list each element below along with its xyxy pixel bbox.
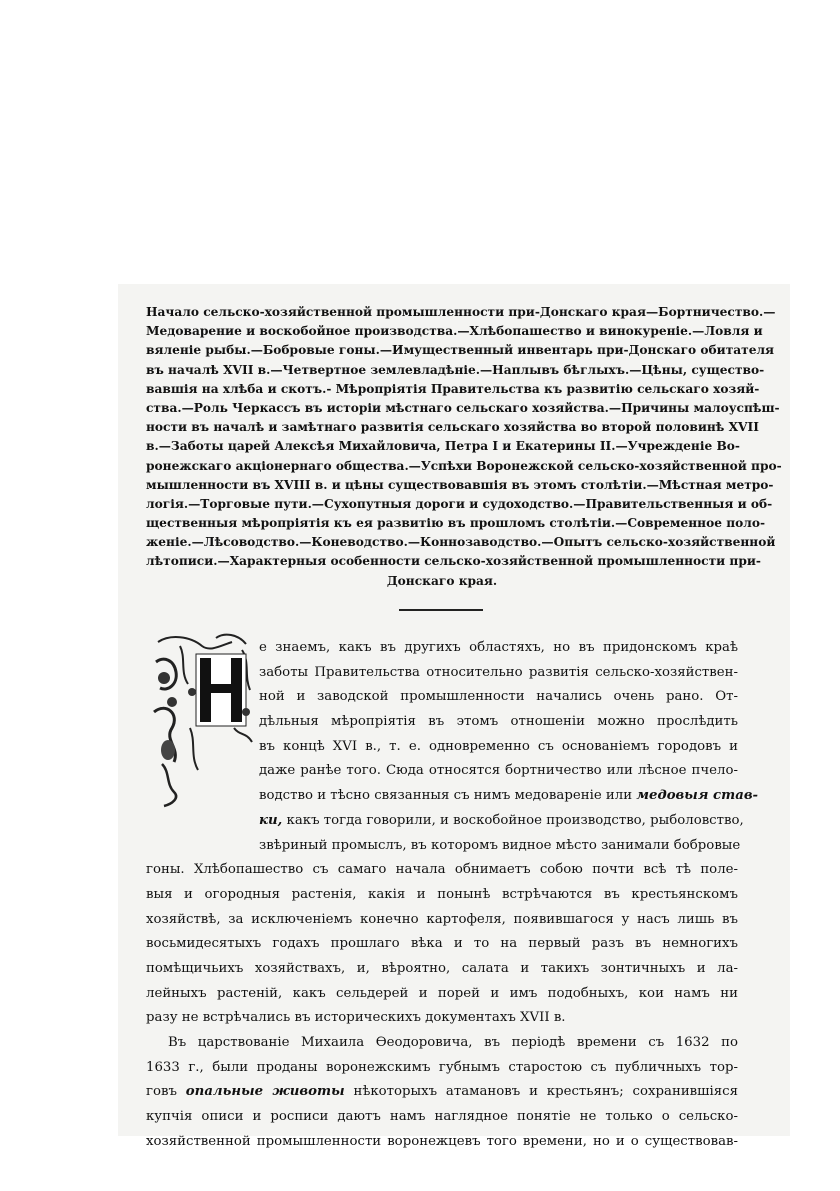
body-text-segment: какъ тогда говорили, и воскобойное производство, рыболовство, [286, 812, 744, 828]
summary-line: вавшія на хлѣба и скотъ.- Мѣропріятія Правительства къ развитію сельскаго хозяй- [146, 381, 760, 396]
body-text-segment: нѣкоторыхъ атамановъ и крестьянъ; сохранившіяся [353, 1084, 739, 1100]
summary-line: Начало сельско-хозяйственной промышленности при-Донскаго края—Бортничество.— [146, 305, 776, 319]
italic-term: ки, [259, 812, 283, 828]
body-text-segment: водство и тѣсно связанныя съ нимъ медовареніе или [259, 788, 633, 804]
body-line: хозяйствѣ, за исключеніемъ конечно картофеля, появившагося у насъ лишь въ [146, 911, 738, 927]
body-text-segment: говъ [146, 1084, 177, 1100]
body-line [259, 809, 744, 834]
body-line: хозяйственной промышленности воронежцевъ того времени, но и о существовав- [146, 1133, 738, 1149]
summary-line: щественныя мѣропріятія къ ея развитію въ прошломъ столѣтіи.—Современное поло- [146, 516, 766, 531]
body-line [146, 1080, 738, 1105]
chapter-summary [146, 303, 782, 591]
summary-line: ности въ началѣ и замѣтнаго развитія сельскаго хозяйства во второй половинѣ XVII [146, 420, 759, 435]
body-line: въ концѣ XVI в., т. е. одновременно съ основаніемъ городовъ и [259, 738, 738, 754]
summary-line: мышленности въ XVIII в. и цѣны существовавшія въ этомъ столѣтіи.—Мѣстная метро- [146, 477, 774, 492]
italic-term: медовыя став- [636, 788, 759, 804]
body-line: разу не встрѣчались въ историческихъ документахъ XVII в. [146, 1010, 566, 1026]
body-line [259, 784, 759, 809]
summary-line: логія.—Торговые пути.—Сухопутныя дороги и судоходство.—Правительственныя и об- [146, 496, 773, 511]
body-text [146, 636, 759, 1154]
summary-line: Медоварение и воскобойное производства.—Хлѣбопашество и винокуреніе.—Ловля и [146, 324, 763, 339]
section-divider [399, 609, 483, 611]
summary-line: лѣтописи.—Характерныя особенности сельско-хозяйственной промышленности при- [146, 554, 761, 569]
summary-line: ронежскаго акціонернаго общества.—Успѣхи Воронежской сельско-хозяйственной про- [146, 458, 782, 473]
body-line: Въ царствованіе Михаила Ѳеодоровича, въ періодѣ времени съ 1632 по [168, 1035, 738, 1050]
body-line: помѣщичьихъ хозяйствахъ, и, вѣроятно, салата и такихъ зонтичныхъ и ла- [146, 960, 738, 976]
summary-line: в.—Заботы царей Алексѣя Михайловича, Петра I и Екатерины II.—Учрежденіе Во- [146, 439, 740, 454]
body-line: восьмидесятыхъ годахъ прошлаго вѣка и то на первый разъ въ немногихъ [146, 936, 738, 952]
summary-line: женіе.—Лѣсоводство.—Коневодство.—Коннозаводство.—Опытъ сельско-хозяйственной [146, 535, 776, 550]
summary-line: вяленіе рыбы.—Бобровые гоны.—Имущественный инвентарь при-Донскаго обитателя [146, 343, 775, 358]
body-line: ной и заводской промышленности начались очень рано. От- [259, 689, 738, 705]
body-line: дѣльныя мѣропріятія въ этомъ отношеніи можно прослѣдить [259, 714, 738, 730]
body-line: звѣриный промыслъ, въ которомъ видное мѣсто занимали бобровые [259, 837, 741, 853]
body-line: даже ранѣе того. Сюда относятся бортничество или лѣсное пчело- [259, 763, 738, 779]
body-line: купчія описи и росписи даютъ намъ наглядное понятіе не только о сельско- [146, 1109, 738, 1125]
body-line: выя и огородныя растенія, какія и понынѣ встрѣчаются въ крестьянскомъ [146, 886, 738, 902]
body-line: заботы Правительства относительно развитія сельско-хозяйствен- [259, 664, 738, 680]
summary-line: Донскаго края. [386, 573, 498, 588]
body-line: лейныхъ растеній, какъ сельдерей и порей и имъ подобныхъ, кои намъ ни [146, 985, 738, 1001]
summary-line: въ началѣ XVII в.—Четвертное землевладѣніе.—Наплывъ бѣглыхъ.—Цѣны, существо- [146, 362, 765, 377]
body-line: гоны. Хлѣбопашество съ самаго начала обнимаетъ собою почти всѣ тѣ поле- [146, 862, 738, 878]
body-line: е знаемъ, какъ въ другихъ областяхъ, но въ придонскомъ краѣ [259, 640, 738, 655]
italic-term: опальные животы [185, 1084, 345, 1100]
body-line: 1633 г., были проданы воронежскимъ губнымъ старостою съ публичныхъ тор- [146, 1059, 738, 1075]
summary-line: ства.—Роль Черкассъ въ исторіи мѣстнаго сельскаго хозяйства.—Причины малоуспѣш- [146, 400, 780, 415]
